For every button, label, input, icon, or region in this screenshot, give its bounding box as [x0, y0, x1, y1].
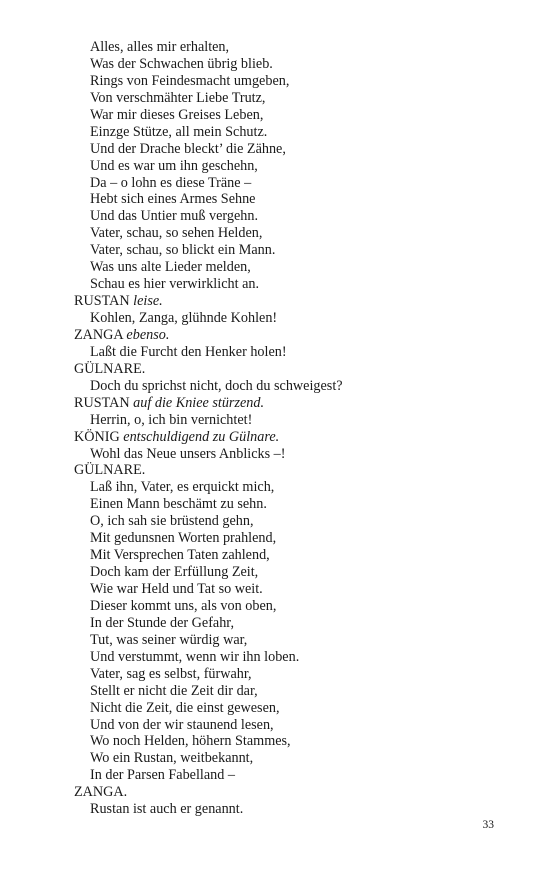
verse-line: Doch du sprichst nicht, doch du schweigest?	[90, 377, 343, 394]
verse-line: Und es war um ihn geschehn,	[90, 157, 258, 174]
verse-line: Wohl das Neue unsers Anblicks –!	[90, 445, 286, 462]
verse-line: Vater, schau, so blickt ein Mann.	[90, 242, 276, 259]
verse-line: Dieser kommt uns, als von oben,	[90, 597, 277, 614]
verse-line: Was der Schwachen übrig blieb.	[90, 55, 273, 72]
stage-direction: ebenso.	[126, 326, 170, 343]
verse-line: Doch kam der Erfüllung Zeit,	[90, 564, 259, 581]
speaker-line	[74, 361, 514, 378]
speaker-line	[74, 784, 514, 801]
verse-line: Was uns alte Lieder melden,	[90, 259, 251, 276]
verse-line: Rings von Feindesmacht umgeben,	[90, 72, 290, 89]
speaker-name: ZANGA.	[74, 784, 128, 801]
verse-line: Tut, was seiner würdig war,	[90, 631, 248, 648]
verse-line: Laß ihn, Vater, es erquickt mich,	[90, 479, 275, 496]
verse-line: Nicht die Zeit, die einst gewesen,	[90, 699, 280, 716]
verse-line: Und verstummt, wenn wir ihn loben.	[90, 648, 300, 665]
play-text	[74, 39, 514, 818]
verse-line: Und das Untier muß vergehn.	[90, 208, 258, 225]
stage-direction: leise.	[133, 293, 163, 310]
verse-line: Kohlen, Zanga, glühnde Kohlen!	[90, 310, 278, 326]
verse-line: Da – o lohn es diese Träne –	[90, 174, 252, 191]
verse-line: War mir dieses Greises Leben,	[90, 106, 264, 123]
speaker-line	[74, 462, 514, 479]
speaker-name: GÜLNARE.	[74, 360, 146, 377]
verse-line: Wie war Held und Tat so weit.	[90, 581, 263, 597]
verse-line: Und der Drache bleckt’ die Zähne,	[90, 140, 286, 157]
verse-line: O, ich sah sie brüstend gehn,	[90, 513, 254, 530]
verse-line: In der Parsen Fabelland –	[90, 767, 235, 784]
speaker-name: RUSTAN	[74, 394, 130, 411]
verse-line: Vater, sag es selbst, fürwahr,	[90, 665, 252, 682]
speaker-name: GÜLNARE.	[74, 462, 146, 479]
verse-line: Einen Mann beschämt zu sehn.	[90, 496, 267, 513]
verse-line: Herrin, o, ich bin vernichtet!	[90, 411, 253, 428]
verse-line: Und von der wir staunend lesen,	[90, 716, 274, 733]
verse-line: Wo noch Helden, höhern Stammes,	[90, 733, 291, 750]
verse-line: Schau es hier verwirklicht an.	[90, 276, 260, 293]
verse-line: Wo ein Rustan, weitbekannt,	[90, 750, 254, 767]
verse-line: Vater, schau, so sehen Helden,	[90, 225, 263, 242]
speaker-line	[74, 293, 514, 310]
speaker-line	[74, 429, 514, 446]
speaker-name: KÖNIG	[74, 428, 120, 445]
verse-line: Von verschmähter Liebe Trutz,	[90, 89, 266, 106]
verse-line: Einzge Stütze, all mein Schutz.	[90, 123, 268, 140]
speaker-name: RUSTAN	[74, 293, 130, 310]
speaker-line	[74, 395, 514, 412]
stage-direction: entschuldigend zu Gülnare.	[123, 428, 280, 445]
verse-line: Stellt er nicht die Zeit dir dar,	[90, 682, 258, 699]
verse-line: Mit gedunsnen Worten prahlend,	[90, 530, 277, 547]
speaker-name: ZANGA	[74, 326, 123, 343]
verse-line: Laßt die Furcht den Henker holen!	[90, 343, 287, 360]
page-number: 33	[482, 819, 494, 831]
verse-line: Rustan ist auch er genannt.	[90, 801, 244, 818]
speaker-line	[74, 327, 514, 344]
verse-line: In der Stunde der Gefahr,	[90, 614, 235, 631]
verse-line: Alles, alles mir erhalten,	[90, 39, 230, 55]
stage-direction: auf die Kniee stürzend.	[133, 394, 264, 411]
verse-line: Mit Versprechen Taten zahlend,	[90, 547, 270, 564]
verse-line: Hebt sich eines Armes Sehne	[90, 191, 256, 208]
